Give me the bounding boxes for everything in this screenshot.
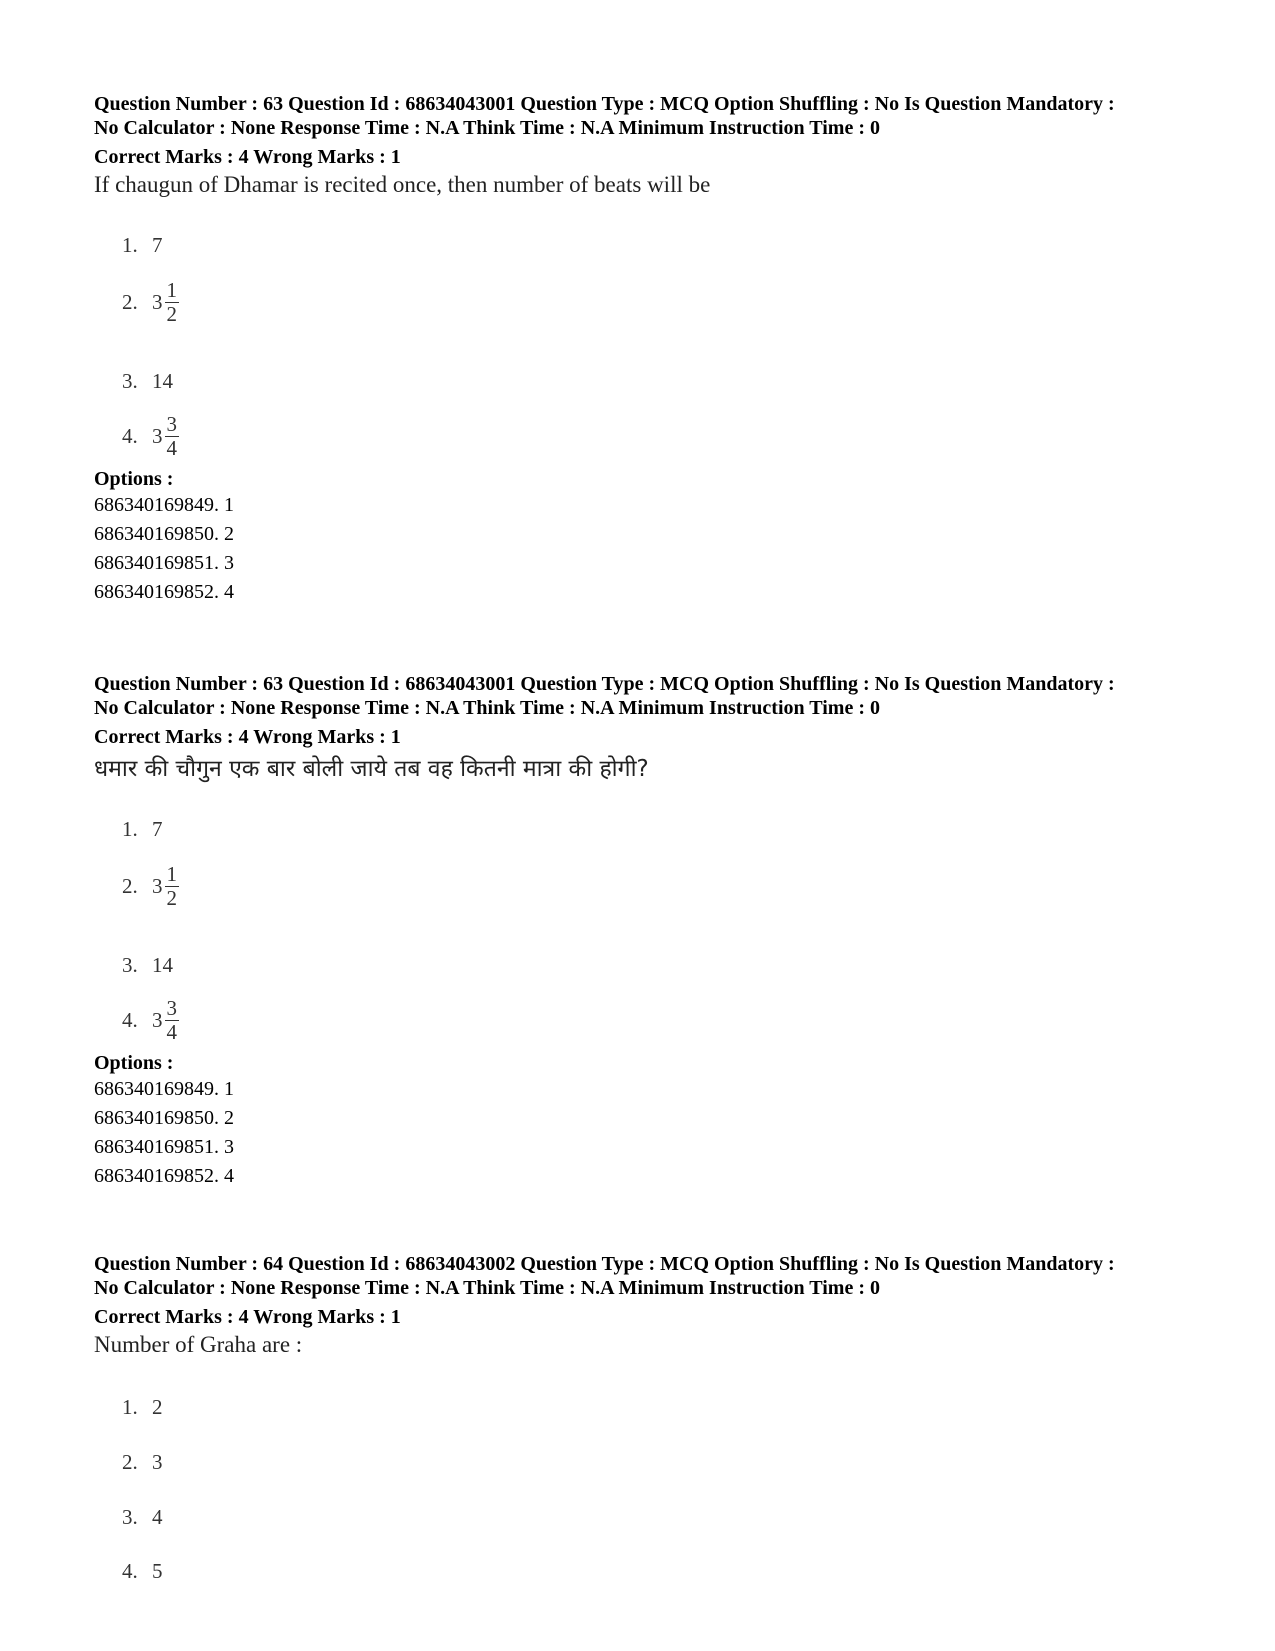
question-marks: Correct Marks : 4 Wrong Marks : 1: [94, 726, 401, 748]
question-marks: Correct Marks : 4 Wrong Marks : 1: [94, 146, 401, 168]
choice-1: 1. 7: [122, 233, 163, 257]
mixed-fraction: 3 $\frac{1}{2}$: [152, 862, 177, 910]
question-meta-line-2: No Calculator : None Response Time : N.A Think Time : N.A Minimum Instruction Time : 0: [94, 1277, 880, 1299]
choice-value: 3: [152, 1450, 163, 1474]
option-id-3: 686340169851. 3: [94, 552, 234, 574]
question-block-2: [94, 672, 1214, 1191]
choice-4: 4. 5: [122, 1559, 163, 1583]
choice-value: 14: [152, 953, 173, 977]
question-marks: Correct Marks : 4 Wrong Marks : 1: [94, 1306, 401, 1328]
choice-value: 7: [152, 817, 163, 841]
choice-list: [122, 1359, 1214, 1619]
choice-value: 2: [152, 1395, 163, 1419]
question-meta-line-2: No Calculator : None Response Time : N.A Think Time : N.A Minimum Instruction Time : 0: [94, 697, 880, 719]
question-meta-line-1: Question Number : 63 Question Id : 68634043001 Question Type : MCQ Option Shuffling : No Is Question Mandatory :: [94, 93, 1115, 115]
options-label: Options :: [94, 1052, 174, 1074]
question-text: धमार की चौगुन एक बार बोली जाये तब वह कितनी मात्रा की होगी?: [94, 756, 649, 782]
option-id-1: 686340169849. 1: [94, 494, 234, 516]
choice-value: 14: [152, 369, 173, 393]
option-id-2: 686340169850. 2: [94, 523, 234, 545]
mixed-fraction: 3 $\frac{1}{2}$: [152, 278, 177, 326]
option-id-4: 686340169852. 4: [94, 581, 234, 603]
choice-4: 4. 3 $\frac{3}{4}$: [122, 412, 177, 460]
choice-4: 4. 3 $\frac{3}{4}$: [122, 996, 177, 1044]
option-id-1: 686340169849. 1: [94, 1078, 234, 1100]
question-meta-line-2: No Calculator : None Response Time : N.A Think Time : N.A Minimum Instruction Time : 0: [94, 117, 880, 139]
question-block-1: [94, 92, 1214, 607]
question-meta-line-1: Question Number : 64 Question Id : 68634043002 Question Type : MCQ Option Shuffling : No Is Question Mandatory :: [94, 1253, 1115, 1275]
choice-1: 1. 2: [122, 1395, 163, 1419]
question-meta-line-1: Question Number : 63 Question Id : 68634043001 Question Type : MCQ Option Shuffling : No Is Question Mandatory :: [94, 673, 1115, 695]
choice-3: 3. 14: [122, 369, 173, 393]
choice-value: 7: [152, 233, 163, 257]
mixed-fraction: 3 $\frac{3}{4}$: [152, 412, 177, 460]
mixed-fraction: 3 $\frac{3}{4}$: [152, 996, 177, 1044]
choice-value: 5: [152, 1559, 163, 1583]
option-id-3: 686340169851. 3: [94, 1136, 234, 1158]
choice-list: [122, 783, 1214, 1063]
choice-1: 1. 7: [122, 817, 163, 841]
choice-3: 3. 14: [122, 953, 173, 977]
question-block-3: [94, 1252, 1214, 1619]
choice-3: 3. 4: [122, 1505, 163, 1529]
question-text: If chaugun of Dhamar is recited once, then number of beats will be: [94, 172, 711, 197]
question-text: Number of Graha are :: [94, 1332, 303, 1357]
choice-2: 2. 3 $\frac{1}{2}$: [122, 862, 177, 910]
choice-2: 2. 3: [122, 1450, 163, 1474]
choice-list: [122, 199, 1214, 479]
options-label: Options :: [94, 468, 174, 490]
choice-2: 2. 3 $\frac{1}{2}$: [122, 278, 177, 326]
option-id-4: 686340169852. 4: [94, 1165, 234, 1187]
choice-value: 4: [152, 1505, 163, 1529]
option-id-2: 686340169850. 2: [94, 1107, 234, 1129]
